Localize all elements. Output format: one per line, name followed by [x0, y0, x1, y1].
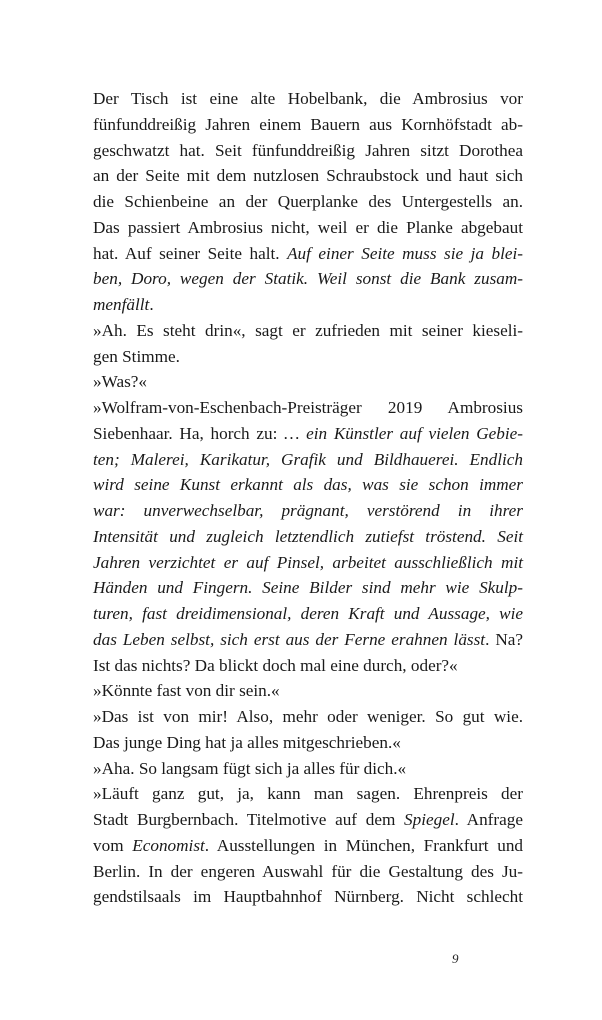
text-segment: »Das ist von mir! Also, mehr oder weniger. So gut wie.: [93, 707, 523, 726]
text-line: [75, 859, 523, 885]
text-line: [75, 730, 523, 756]
italic-text-segment: … ein Künstler auf vielen Gebie-: [284, 423, 523, 443]
italic-text-segment: turen, fast dreidimensional, deren Kraft und Aussage, wie: [93, 604, 523, 623]
text-segment: »Läuft ganz gut, ja, kann man sagen. Ehrenpreis der: [93, 784, 523, 804]
paragraph: [75, 86, 523, 318]
italic-text-segment: Jahren verzichtet er auf Pinsel, arbeitet ausschließlich mit: [93, 552, 523, 572]
text-line: [75, 112, 523, 138]
text-line: [75, 601, 523, 627]
text-segment: gen Stimme.: [93, 346, 180, 366]
italic-text-segment: war: unverwechselbar, prägnant, verstörend in ihrer: [93, 501, 523, 520]
text-line: [75, 447, 523, 473]
text-segment: die Schienbeine an der Querplanke des Untergestells an.: [93, 192, 523, 211]
text-segment: fünfunddreißig Jahren einem Bauern aus Kornhöfstadt ab-: [93, 114, 523, 134]
italic-text-segment: Auf einer Seite muss sie ja blei-: [287, 243, 523, 263]
text-line: [75, 678, 523, 704]
italic-text-segment: wird seine Kunst erkannt als das, was sie schon immer: [93, 475, 523, 495]
text-line: [75, 318, 523, 344]
paragraph: [75, 781, 523, 910]
text-segment: Stadt Burgbernbach. Titelmotive auf dem: [93, 810, 405, 829]
text-line: [75, 653, 523, 679]
text-line: [75, 215, 523, 241]
text-line: [75, 292, 523, 318]
text-line: [75, 421, 523, 447]
text-segment: »Ah. Es steht drin«, sagt er zufrieden mit seiner kieseli-: [93, 320, 523, 340]
text-line: [75, 575, 523, 601]
italic-text-segment: Intensität und zugleich letztendlich zutiefst tröstend. Seit: [93, 526, 523, 546]
text-line: [75, 550, 523, 576]
text-segment: . Na?: [485, 629, 524, 649]
paragraph: [75, 704, 523, 756]
page-number: 9: [452, 951, 459, 966]
page-body-text: [75, 86, 523, 910]
text-segment: Siebenhaar. Ha, horch zu:: [93, 423, 285, 443]
text-line: [75, 241, 523, 267]
text-line: [75, 369, 523, 395]
text-line: [75, 524, 523, 550]
text-segment: vom: [93, 835, 133, 855]
text-line: [75, 498, 523, 524]
text-segment: »Was?«: [93, 372, 147, 392]
text-segment: Berlin. In der engeren Auswahl für die Gestaltung des Ju-: [93, 861, 523, 881]
text-segment: Ist das nichts? Da blickt doch mal eine durch, oder?«: [93, 655, 458, 675]
text-segment: »Könnte fast von dir sein.«: [93, 681, 280, 701]
italic-text-segment: menfällt: [93, 295, 150, 314]
text-segment: Der Tisch ist eine alte Hobelbank, die Ambrosius vor: [93, 89, 523, 108]
italic-text-segment: Economist: [132, 835, 205, 855]
text-line: [75, 807, 523, 833]
paragraph: [75, 369, 523, 395]
text-line: [75, 472, 523, 498]
text-segment: .: [149, 295, 154, 314]
text-segment: . Anfrage: [454, 810, 523, 829]
text-line: [75, 138, 523, 164]
text-line: [75, 266, 523, 292]
text-segment: Das junge Ding hat ja alles mitgeschrieben.«: [93, 732, 401, 752]
paragraph: [75, 395, 523, 678]
paragraph: [75, 756, 523, 782]
text-line: [75, 344, 523, 370]
text-segment: gendstilsaals im Hauptbahnhof Nürnberg. Nicht schlecht: [93, 887, 523, 907]
italic-text-segment: Spiegel: [404, 810, 455, 829]
italic-text-segment: ben, Doro, wegen der Statik. Weil sonst die Bank zusam-: [93, 269, 523, 289]
italic-text-segment: ten; Malerei, Karikatur, Grafik und Bildhauerei. Endlich: [93, 449, 523, 469]
text-line: [75, 395, 523, 421]
text-segment: »Wolfram-von-Eschenbach-Preisträger 2019 Ambrosius: [93, 398, 523, 417]
paragraph: [75, 318, 523, 370]
text-line: [75, 627, 523, 653]
text-segment: »Aha. So langsam fügt sich ja alles für dich.«: [93, 758, 407, 778]
text-segment: an der Seite mit dem nutzlosen Schraubstock und haut sich: [93, 166, 523, 186]
text-line: [75, 86, 523, 112]
paragraph: [75, 678, 523, 704]
text-line: [75, 189, 523, 215]
text-segment: Das passiert Ambrosius nicht, weil er die Planke abgebaut: [93, 217, 523, 237]
text-segment: hat. Auf seiner Seite halt.: [93, 243, 288, 263]
text-segment: geschwatzt hat. Seit fünfunddreißig Jahren sitzt Dorothea: [93, 140, 523, 160]
text-segment: . Ausstellungen in München, Frankfurt und: [204, 835, 524, 855]
text-line: [75, 163, 523, 189]
text-line: [75, 833, 523, 859]
italic-text-segment: Händen und Fingern. Seine Bilder sind mehr wie Skulp-: [93, 578, 523, 598]
text-line: [75, 756, 523, 782]
italic-text-segment: das Leben selbst, sich erst aus der Ferne erahnen lässt: [93, 629, 486, 649]
text-line: [75, 704, 523, 730]
text-line: [75, 884, 523, 910]
text-line: [75, 781, 523, 807]
